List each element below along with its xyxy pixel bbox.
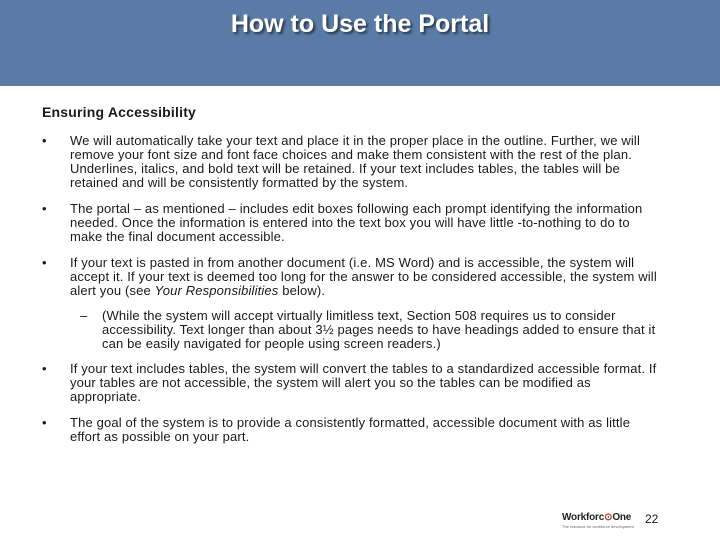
bullet-text: The portal – as mentioned – includes edit boxes following each prompt identifying the information needed. Once the information is entered into the text box you will have little -to-nothing to do to make the final document accessible.: [70, 201, 643, 244]
section-heading: Ensuring Accessibility: [42, 104, 197, 120]
bullet-item: [42, 202, 662, 244]
sub-bullet-text: (While the system will accept virtually limitless text, Section 508 requires us to consider accessibility. Text longer than about 3½ pages needs to have headings added to ensure that it can be easily navigated for people using screen readers.): [102, 308, 656, 351]
logo-wordmark: Workforc⊙One: [562, 512, 632, 523]
sub-bullet-dash-icon: –: [80, 308, 88, 323]
logo-o-icon: ⊙: [604, 512, 613, 523]
slide-content: [42, 104, 662, 444]
bullet-text: We will automatically take your text and place it in the proper place in the outline. Further, we will remove your font size and font face choices and make them consistent with the rest of the plan. Underlines, italics, and bold text will be retained. If your text includes tables, the tables will be retained and will be consistently formatted by the system.: [70, 133, 641, 190]
bullet-item: [42, 416, 662, 444]
bullet-dot-icon: •: [42, 415, 47, 430]
bullet-dot-icon: •: [42, 201, 47, 216]
slide-title: How to Use the Portal: [230, 10, 490, 38]
page-number: 22: [645, 512, 659, 526]
bullet-dot-icon: •: [42, 361, 47, 376]
bullet-item: [42, 134, 662, 190]
sub-bullet-item: [42, 309, 662, 351]
bullet-text-after: below).: [278, 283, 326, 298]
workforce-one-logo: [562, 512, 634, 534]
bullet-text: The goal of the system is to provide a consistently formatted, accessible document with as little effort as possible on your part.: [70, 415, 631, 444]
bullet-item: [42, 256, 662, 298]
logo-tagline: The resource for workforce development: [562, 524, 634, 529]
title-bar: [0, 0, 720, 86]
bullet-text: If your text includes tables, the system will convert the tables to a standardized accessible format. If your tables are not accessible, the system will alert you so the tables can be modified as appropriate.: [70, 361, 657, 404]
bullet-dot-icon: •: [42, 133, 47, 148]
bullet-item: [42, 362, 662, 404]
bullet-text-emphasis: Your Responsibilities: [154, 283, 279, 298]
bullet-dot-icon: •: [42, 255, 47, 270]
bullet-text-before: If your text is pasted in from another document (i.e. MS Word) and is accessible, the system will accept it. If your text is deemed too long for the answer to be considered accessible, the system will alert you (see: [70, 255, 657, 298]
